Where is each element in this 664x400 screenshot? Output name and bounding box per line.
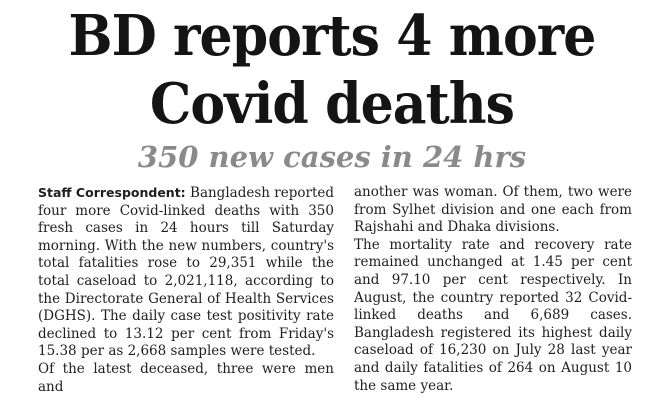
headline: [23, 2, 641, 138]
headline-line-1: BD reports 4 more: [68, 3, 596, 69]
headline-line-2: Covid deaths: [149, 71, 515, 137]
article-column-left: [38, 184, 334, 396]
paragraph-1-text: Bangladesh reported four more Covid-linked deaths with 350 fresh cases in 24 hours till Saturday morning. With the new numbers, country's total fatalities rose to 29,351 while the total caseload to 2,021,118, according to the Directorate General of Health Services (DGHS). The daily case test positivity rate declined to 13.12 per cent from Friday's 15.38 per as 2,668 samples were tested.: [38, 185, 335, 360]
paragraph-4: The mortality rate and recovery rate remained unchanged at 1.45 per cent and 97.10 per cent respectively. In August, the country reported 32 Covid-linked deaths and 6,689 cases. Bangladesh registered its highest daily caseload of 16,230 on July 28 last year and daily fatalities of 264 on August 10 the same year.: [354, 236, 632, 394]
subheadline: 350 new cases in 24 hrs: [137, 140, 527, 174]
article-column-right: [354, 184, 632, 395]
paragraph-3: another was woman. Of them, two were from Sylhet division and one each from Rajshahi and Dhaka divisions.: [354, 184, 632, 236]
paragraph-1: [38, 184, 334, 361]
paragraph-2: Of the latest deceased, three were men and: [38, 360, 334, 395]
byline: Staff Correspondent:: [38, 185, 186, 200]
